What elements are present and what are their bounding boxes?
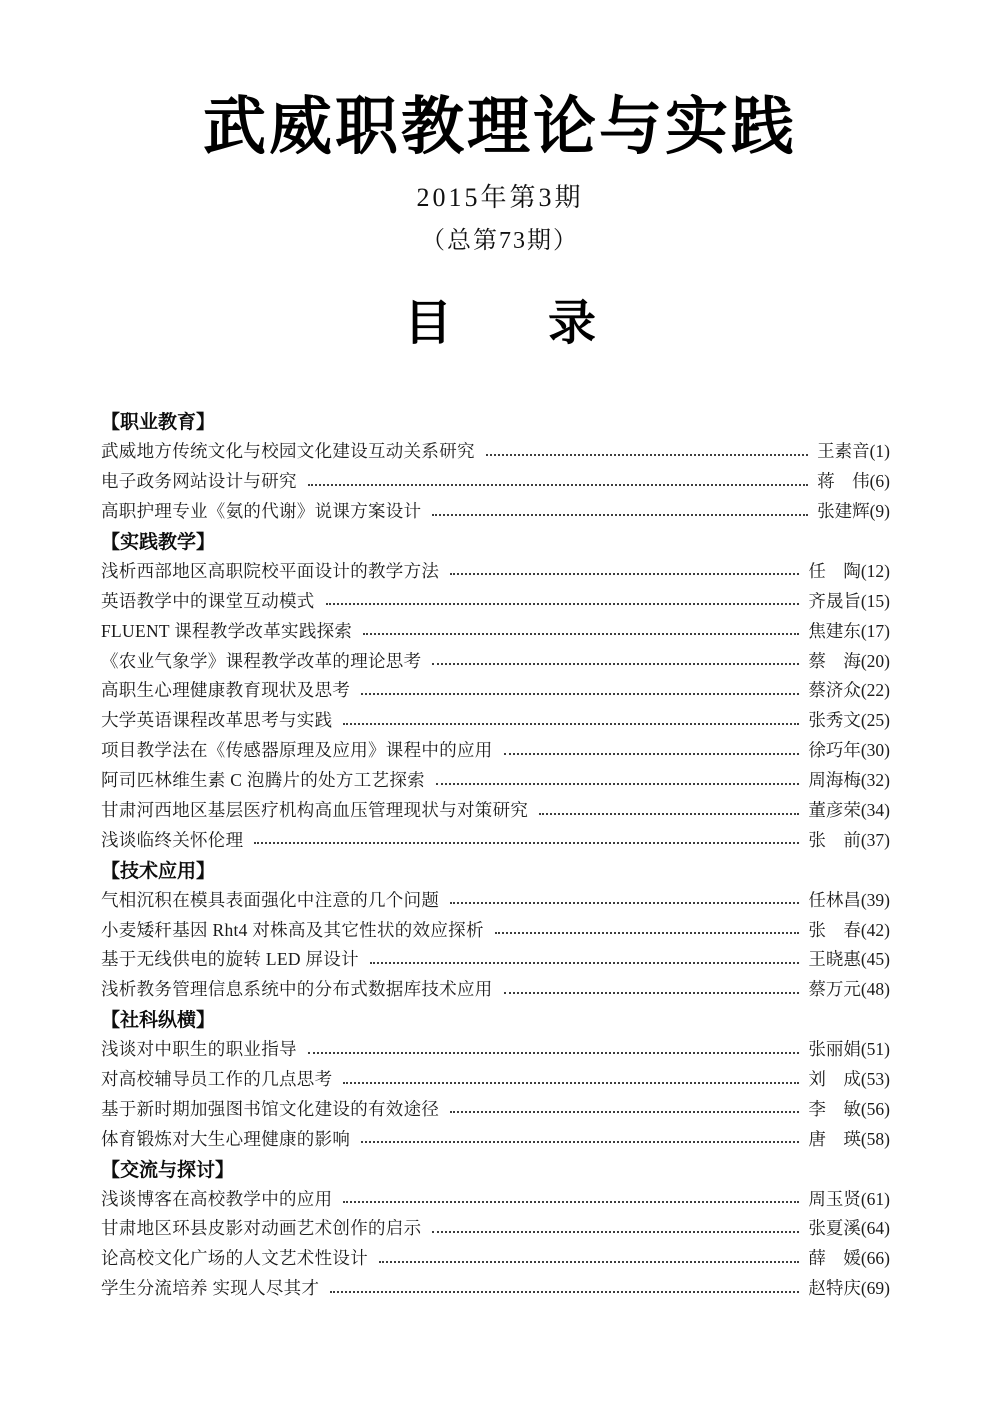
toc-entry — [101, 1034, 890, 1064]
page-number: (37) — [860, 829, 890, 850]
entry-ref — [808, 1275, 890, 1300]
dot-leader — [308, 484, 808, 486]
author-name: 张 春 — [808, 919, 861, 940]
page-number: (1) — [869, 441, 890, 462]
toc-entry — [101, 914, 890, 944]
entry-ref — [808, 677, 890, 702]
page-number: (22) — [860, 680, 890, 701]
toc-entry — [101, 795, 890, 825]
toc-entry — [101, 1273, 890, 1303]
page-number: (15) — [860, 590, 890, 611]
entry-ref — [808, 558, 890, 583]
article-title: 浅谈对中职生的职业指导 — [101, 1039, 297, 1060]
author-name: 唐 瑛 — [808, 1128, 861, 1149]
dot-leader — [361, 693, 799, 695]
toc-entry — [101, 496, 890, 526]
article-title: 甘肃地区环县皮影对动画艺术创作的启示 — [101, 1218, 422, 1239]
entry-ref — [808, 648, 890, 673]
dot-leader — [436, 783, 799, 785]
dot-leader — [432, 1231, 799, 1233]
dot-leader — [343, 723, 799, 725]
author-name: 张秀文 — [808, 710, 861, 731]
author-name: 李 敏 — [808, 1098, 861, 1119]
article-title: 论高校文化广场的人文艺术性设计 — [101, 1248, 368, 1269]
toc — [101, 406, 890, 1303]
page-number: (56) — [860, 1098, 890, 1119]
toc-entry — [101, 884, 890, 914]
toc-entry — [101, 585, 890, 615]
section-header: 【社科纵横】 — [101, 1010, 216, 1032]
toc-entry — [101, 974, 890, 1004]
author-name: 徐巧年 — [808, 740, 861, 761]
dot-leader — [343, 1201, 799, 1203]
dot-leader — [326, 603, 800, 605]
page-number: (17) — [860, 620, 890, 641]
toc-entry — [101, 944, 890, 974]
page-number: (61) — [860, 1188, 890, 1209]
article-title: 学生分流培养 实现人尽其才 — [101, 1278, 320, 1299]
author-name: 薛 媛 — [808, 1248, 861, 1269]
dot-leader — [450, 1111, 799, 1113]
dot-leader — [379, 1261, 799, 1263]
author-name: 蒋 伟 — [817, 471, 870, 492]
entry-ref — [808, 1186, 890, 1211]
dot-leader — [450, 902, 799, 904]
page-number: (12) — [860, 560, 890, 581]
article-title: 项目教学法在《传感器原理及应用》课程中的应用 — [101, 740, 493, 761]
dot-leader — [330, 1291, 799, 1293]
article-title: 武威地方传统文化与校园文化建设互动关系研究 — [101, 441, 475, 462]
entry-ref — [808, 737, 890, 762]
entry-ref — [808, 976, 890, 1001]
page-number: (48) — [860, 979, 890, 1000]
article-title: 气相沉积在模具表面强化中注意的几个问题 — [101, 889, 440, 910]
author-name: 任林昌 — [808, 889, 861, 910]
entry-ref — [808, 1096, 890, 1121]
article-title: 高职护理专业《氨的代谢》说课方案设计 — [101, 501, 422, 522]
toc-entry — [101, 615, 890, 645]
entry-ref — [808, 887, 890, 912]
article-title: 体育锻炼对大生心理健康的影响 — [101, 1128, 351, 1149]
toc-entry — [101, 1243, 890, 1273]
entry-ref — [817, 438, 890, 463]
section-header: 【交流与探讨】 — [101, 1159, 235, 1181]
author-name: 焦建东 — [808, 620, 861, 641]
page-number: (30) — [860, 740, 890, 761]
toc-heading: 目 录 — [403, 297, 596, 350]
author-name: 齐晟旨 — [808, 590, 861, 611]
article-title: 甘肃河西地区基层医疗机构高血压管理现状与对策研究 — [101, 800, 529, 821]
dot-leader — [343, 1082, 799, 1084]
journal-title: 武威职教理论与实践 — [203, 92, 797, 162]
entry-ref — [808, 1245, 890, 1270]
entry-ref — [808, 767, 890, 792]
toc-entry — [101, 1093, 890, 1123]
page-number: (53) — [860, 1069, 890, 1090]
toc-entry — [101, 1183, 890, 1213]
entry-ref — [808, 1066, 890, 1091]
author-name: 蔡济众 — [808, 680, 861, 701]
article-title: 基于新时期加强图书馆文化建设的有效途径 — [101, 1098, 440, 1119]
toc-entry — [101, 645, 890, 675]
page-number: (39) — [860, 889, 890, 910]
article-title: 浅谈临终关怀伦理 — [101, 829, 244, 850]
toc-entry — [101, 675, 890, 705]
toc-entry — [101, 1064, 890, 1094]
author-name: 张建辉 — [817, 501, 870, 522]
article-title: 阿司匹林维生素 C 泡腾片的处方工艺探索 — [101, 770, 425, 791]
article-title: 英语教学中的课堂互动模式 — [101, 590, 315, 611]
section-header: 【技术应用】 — [101, 860, 216, 882]
cumulative-issue-number: （总第73期） — [421, 228, 579, 254]
toc-entry — [101, 735, 890, 765]
entry-ref — [808, 707, 890, 732]
dot-leader — [450, 573, 799, 575]
author-name: 刘 成 — [808, 1069, 861, 1090]
entry-ref — [808, 618, 890, 643]
author-name: 张丽娟 — [808, 1039, 861, 1060]
dot-leader — [539, 813, 799, 815]
toc-entry — [101, 555, 890, 585]
entry-ref — [808, 1036, 890, 1061]
article-title: 浅谈博客在高校教学中的应用 — [101, 1188, 333, 1209]
dot-leader — [254, 842, 799, 844]
toc-entry — [101, 705, 890, 735]
article-title: 电子政务网站设计与研究 — [101, 471, 297, 492]
entry-ref — [808, 1126, 890, 1151]
toc-entry — [101, 1123, 890, 1153]
toc-entry — [101, 436, 890, 466]
toc-entry — [101, 765, 890, 795]
page-number: (69) — [860, 1278, 890, 1299]
article-title: 基于无线供电的旋转 LED 屏设计 — [101, 949, 359, 970]
issue-number: 2015年第3期 — [416, 183, 584, 212]
author-name: 王晓惠 — [808, 949, 861, 970]
entry-ref — [808, 917, 890, 942]
toc-entry — [101, 824, 890, 854]
dot-leader — [363, 633, 799, 635]
article-title: FLUENT 课程教学改革实践探索 — [101, 620, 353, 641]
toc-entry — [101, 1213, 890, 1243]
section-header: 【实践教学】 — [101, 532, 216, 553]
page-number: (6) — [869, 471, 890, 492]
author-name: 赵特庆 — [808, 1278, 861, 1299]
author-name: 周海梅 — [808, 770, 861, 791]
dot-leader — [361, 1141, 799, 1143]
dot-leader — [504, 992, 800, 994]
page-number: (20) — [860, 650, 890, 671]
page-number: (66) — [860, 1248, 890, 1269]
dot-leader — [370, 962, 799, 964]
section-header: 【职业教育】 — [101, 412, 216, 434]
entry-ref — [817, 468, 890, 493]
author-name: 任 陶 — [808, 560, 861, 581]
entry-ref — [808, 827, 890, 852]
dot-leader — [495, 932, 800, 934]
page-number: (64) — [860, 1218, 890, 1239]
article-title: 大学英语课程改革思考与实践 — [101, 710, 333, 731]
entry-ref — [817, 498, 890, 523]
dot-leader — [432, 514, 808, 516]
dot-leader — [432, 663, 799, 665]
dot-leader — [504, 753, 800, 755]
page-number: (58) — [860, 1128, 890, 1149]
author-name: 蔡 海 — [808, 650, 861, 671]
entry-ref — [808, 946, 890, 971]
article-title: 高职生心理健康教育现状及思考 — [101, 680, 351, 701]
entry-ref — [808, 588, 890, 613]
dot-leader — [308, 1052, 800, 1054]
author-name: 蔡万元 — [808, 979, 861, 1000]
author-name: 张 前 — [808, 829, 861, 850]
page-number: (9) — [869, 501, 890, 522]
article-title: 《农业气象学》课程教学改革的理论思考 — [101, 650, 422, 671]
entry-ref — [808, 797, 890, 822]
dot-leader — [486, 454, 808, 456]
author-name: 周玉贤 — [808, 1188, 861, 1209]
entry-ref — [808, 1215, 890, 1240]
page-number: (45) — [860, 949, 890, 970]
article-title: 浅析教务管理信息系统中的分布式数据库技术应用 — [101, 979, 493, 1000]
page-number: (34) — [860, 800, 890, 821]
article-title: 对高校辅导员工作的几点思考 — [101, 1069, 333, 1090]
toc-entry — [101, 466, 890, 496]
article-title: 浅析西部地区高职院校平面设计的教学方法 — [101, 560, 440, 581]
page-number: (42) — [860, 919, 890, 940]
page-number: (51) — [860, 1039, 890, 1060]
author-name: 董彦荣 — [808, 800, 861, 821]
author-name: 张夏溪 — [808, 1218, 861, 1239]
article-title: 小麦矮秆基因 Rht4 对株高及其它性状的效应探析 — [101, 919, 484, 940]
page-number: (32) — [860, 770, 890, 791]
author-name: 王素音 — [817, 441, 870, 462]
page-number: (25) — [860, 710, 890, 731]
